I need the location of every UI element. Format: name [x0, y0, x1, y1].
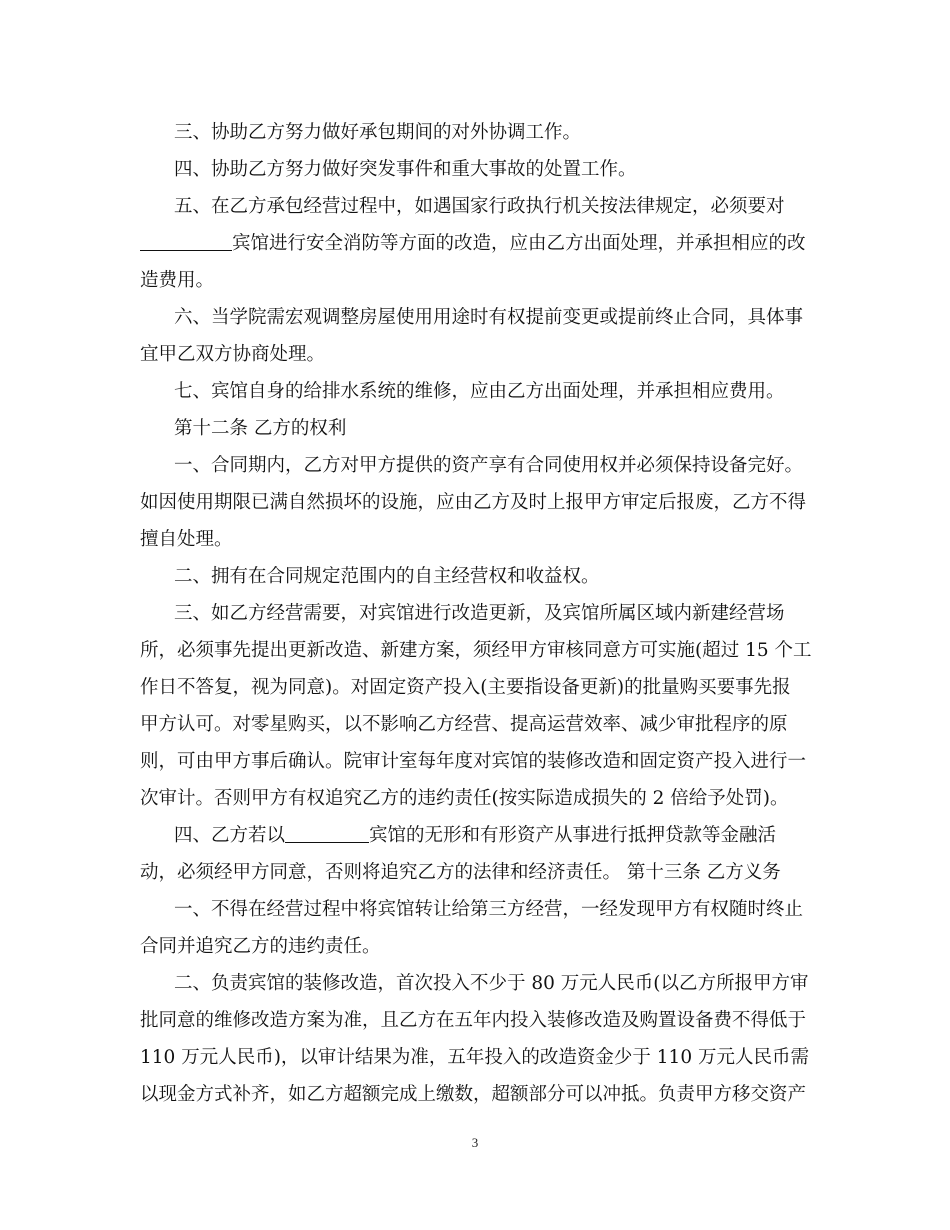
text: 第十二条 乙方的权利 [174, 418, 347, 439]
section-heading [140, 410, 820, 447]
page-number: 3 [471, 1135, 479, 1150]
text: 批同意的维修改造方案为准，且乙方在五年内投入装修改造及购置设备费不得低于 [140, 1010, 807, 1031]
paragraph-line [140, 373, 820, 410]
text: 一、不得在经营过程中将宾馆转让给第三方经营，一经发现甲方有权随时终止 [174, 899, 804, 920]
text: 动，必须经甲方同意，否则将追究乙方的法律和经济责任。 第十三条 乙方义务 [140, 862, 781, 883]
text: 宜甲乙双方协商处理。 [140, 344, 326, 365]
paragraph-line [140, 743, 820, 780]
text: 则，可由甲方事后确认。院审计室每年度对宾馆的装修改造和固定资产投入进行一 [140, 751, 807, 772]
paragraph-line [140, 225, 820, 262]
document-body [140, 114, 820, 1113]
fill-in-blank [140, 228, 232, 251]
paragraph-line [140, 817, 820, 854]
text: 110 万元人民币)，以审计结果为准，五年投入的改造资金少于 110 万元人民币需 [140, 1047, 809, 1068]
paragraph-line [140, 854, 820, 891]
text: 二、拥有在合同规定范围内的自主经营权和收益权。 [174, 566, 600, 587]
text: 甲方认可。对零星购买，以不影响乙方经营、提高运营效率、减少审批程序的原 [140, 714, 788, 735]
paragraph-line [140, 1076, 820, 1113]
paragraph-line [140, 780, 820, 817]
text: 二、负责宾馆的装修改造，首次投入不少于 80 万元人民币(以乙方所报甲方审 [174, 973, 809, 994]
text: 四、协助乙方努力做好突发事件和重大事故的处置工作。 [174, 159, 637, 180]
text: 如因使用期限已满自然损坏的设施，应由乙方及时上报甲方审定后报废，乙方不得 [140, 492, 807, 513]
text: 擅自处理。 [140, 529, 233, 550]
text: 作日不答复，视为同意)。对固定资产投入(主要指设备更新)的批量购买要事先报 [140, 677, 791, 698]
text: 五、在乙方承包经营过程中，如遇国家行政执行机关按法律规定，必须要对 [174, 196, 785, 217]
paragraph-line [140, 151, 820, 188]
paragraph-line [140, 188, 820, 225]
paragraph-line [140, 447, 820, 484]
text: 次审计。否则甲方有权追究乙方的违约责任(按实际造成损失的 2 倍给予处罚)。 [140, 788, 789, 809]
paragraph-line [140, 484, 820, 521]
paragraph-line [140, 595, 820, 632]
paragraph-line [140, 114, 820, 151]
text: 七、宾馆自身的给排水系统的维修，应由乙方出面处理，并承担相应费用。 [174, 381, 785, 402]
text: 造费用。 [140, 270, 215, 291]
paragraph-line [140, 1002, 820, 1039]
paragraph-line [140, 669, 820, 706]
paragraph-line [140, 336, 820, 373]
paragraph-line [140, 262, 820, 299]
paragraph-line [140, 521, 820, 558]
paragraph-line [140, 706, 820, 743]
paragraph-line [140, 928, 820, 965]
paragraph-line [140, 299, 820, 336]
text: 所，必须事先提出更新改造、新建方案，须经甲方审核同意方可实施(超过 15 个工 [140, 640, 812, 661]
text: 一、合同期内，乙方对甲方提供的资产享有合同使用权并必须保持设备完好。 [174, 455, 804, 476]
text: 宾馆进行安全消防等方面的改造，应由乙方出面处理，并承担相应的改 [232, 233, 806, 254]
text: 六、当学院需宏观调整房屋使用用途时有权提前变更或提前终止合同，具体事 [174, 307, 804, 328]
text: 以现金方式补齐，如乙方超额完成上缴数，超额部分可以冲抵。负责甲方移交资产 [140, 1084, 807, 1105]
text: 四、乙方若以 [174, 825, 286, 846]
text: 三、协助乙方努力做好承包期间的对外协调工作。 [174, 122, 582, 143]
text: 合同并追究乙方的违约责任。 [140, 936, 381, 957]
paragraph-line [140, 965, 820, 1002]
paragraph-line [140, 891, 820, 928]
paragraph-line [140, 632, 820, 669]
paragraph-line [140, 1039, 820, 1076]
paragraph-line [140, 558, 820, 595]
text: 三、如乙方经营需要，对宾馆进行改造更新，及宾馆所属区域内新建经营场 [174, 603, 785, 624]
text: 宾馆的无形和有形资产从事进行抵押贷款等金融活 [369, 825, 777, 846]
fill-in-blank [285, 820, 369, 843]
